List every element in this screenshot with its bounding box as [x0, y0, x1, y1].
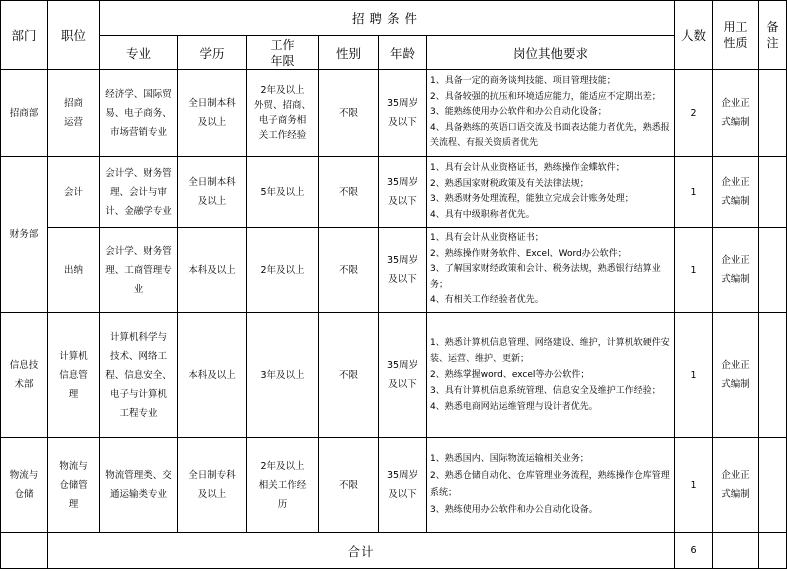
remark-cell: [759, 228, 787, 313]
requirement-item: 1、具有会计从业资格证书，熟练操作金蝶软件；: [430, 163, 625, 173]
gender-cell: 不限: [319, 228, 379, 313]
requirement-item: 2、熟练掌握word、excel等办公软件；: [430, 370, 590, 380]
requirement-item: 2、熟悉国家财税政策及有关法律法规；: [430, 178, 589, 189]
remark-cell: [759, 157, 787, 228]
header-nature: 用工 性质: [713, 1, 759, 70]
requirement-item: 1、具备一定的商务谈判技能、项目管理技能；: [430, 76, 616, 87]
remark-cell: [759, 70, 787, 157]
nature-cell: 企业正 式编制: [713, 157, 759, 228]
header-conditions-group: 招聘条件: [100, 1, 675, 36]
age-cell: 35周岁 及以下: [379, 157, 427, 228]
requirements-cell: [427, 313, 675, 438]
requirement-item: 4、具有中级职称者优先。: [430, 209, 535, 220]
requirements-cell: [427, 438, 675, 533]
total-headcount: 6: [675, 533, 713, 569]
position-cell: 物流与 仓储管 理: [48, 438, 100, 533]
header-major: 专业: [100, 36, 178, 70]
total-remark-blank: [759, 533, 787, 569]
position-cell: 招商 运营: [48, 70, 100, 157]
requirement-item: 4、具备熟练的英语口语交流及书面表达能力者优先，熟悉报关流程、有报关资质者优先: [430, 122, 670, 149]
major-cell: 物流管理类、交 通运输类专业: [100, 438, 178, 533]
major-cell: 会计学、财务管 理、会计与审 计、金融学专业: [100, 157, 178, 228]
total-label: 合计: [48, 533, 675, 569]
requirement-item: 4、有相关工作经验者优先。: [430, 295, 544, 306]
nature-cell: 企业正 式编制: [713, 313, 759, 438]
dept-cell: 招商部: [1, 70, 48, 157]
position-cell: 计算机 信息管 理: [48, 313, 100, 438]
requirement-item: 3、熟悉财务处理流程，能独立完成会计账务处理；: [430, 194, 634, 204]
education-cell: 本科及以上: [178, 228, 247, 313]
headcount-cell: 2: [675, 70, 713, 157]
nature-cell: 企业正 式编制: [713, 70, 759, 157]
years-cell: 2年及以上: [247, 228, 319, 313]
gender-cell: 不限: [319, 70, 379, 157]
major-cell: 经济学、国际贸 易、电子商务、 市场营销专业: [100, 70, 178, 157]
total-row: [1, 533, 787, 569]
requirement-item: 1、熟悉计算机信息管理、网络建设、维护，计算机软硬件安装、运营、维护、更新；: [430, 338, 670, 364]
header-education: 学历: [178, 36, 247, 70]
requirement-item: 2、熟练操作财务软件、Excel、Word办公软件；: [430, 248, 627, 259]
header-remark: 备 注: [759, 1, 787, 70]
headcount-cell: 1: [675, 157, 713, 228]
header-age: 年龄: [379, 36, 427, 70]
header-position: 职位: [48, 1, 100, 70]
age-cell: 35周岁 及以下: [379, 70, 427, 157]
header-requirements: 岗位其他要求: [427, 36, 675, 70]
table-row: [1, 70, 787, 157]
header-gender: 性别: [319, 36, 379, 70]
education-cell: 全日制本科 及以上: [178, 157, 247, 228]
headcount-cell: 1: [675, 438, 713, 533]
remark-cell: [759, 313, 787, 438]
years-cell: 5年及以上: [247, 157, 319, 228]
requirements-cell: [427, 157, 675, 228]
total-nature-blank: [713, 533, 759, 569]
header-years: 工作 年限: [247, 36, 319, 70]
headcount-cell: 1: [675, 313, 713, 438]
education-cell: 本科及以上: [178, 313, 247, 438]
requirement-item: 2、熟悉仓储自动化、仓库管理业务流程，熟练操作仓库管理系统；: [430, 471, 670, 498]
requirement-item: 1、熟悉国内、国际物流运输相关业务；: [430, 454, 589, 464]
position-cell: 会计: [48, 157, 100, 228]
requirement-item: 3、熟练使用办公软件和办公自动化设备。: [430, 505, 598, 515]
table-row: [1, 438, 787, 533]
major-cell: 会计学、财务管 理、工商管理专 业: [100, 228, 178, 313]
table-row: [1, 157, 787, 228]
education-cell: 全日制专科 及以上: [178, 438, 247, 533]
nature-cell: 企业正 式编制: [713, 228, 759, 313]
requirement-item: 3、了解国家财经政策和会计、税务法规，熟悉银行结算业务；: [430, 264, 661, 290]
header-dept: 部门: [1, 1, 48, 70]
gender-cell: 不限: [319, 313, 379, 438]
requirement-item: 2、具备较强的抗压和环境适应能力，能适应不定期出差；: [430, 91, 661, 102]
dept-cell: 信息技 术部: [1, 313, 48, 438]
headcount-cell: 1: [675, 228, 713, 313]
age-cell: 35周岁 及以下: [379, 228, 427, 313]
remark-cell: [759, 438, 787, 533]
requirement-item: 1、具有会计从业资格证书；: [430, 233, 544, 244]
gender-cell: 不限: [319, 157, 379, 228]
years-cell: 3年及以上: [247, 313, 319, 438]
education-cell: 全日制本科 及以上: [178, 70, 247, 157]
nature-cell: 企业正 式编制: [713, 438, 759, 533]
requirements-cell: [427, 228, 675, 313]
dept-cell: 财务部: [1, 157, 48, 313]
table-row: [1, 313, 787, 438]
requirement-item: 3、能熟练使用办公软件和办公自动化设备；: [430, 107, 607, 118]
position-cell: 出纳: [48, 228, 100, 313]
years-cell: 2年及以上 相关工作经 历: [247, 438, 319, 533]
years-cell: 2年及以上 外贸、招商、 电子商务相 关工作经验: [247, 70, 319, 157]
total-blank-cell: [1, 533, 48, 569]
gender-cell: 不限: [319, 438, 379, 533]
dept-cell: 物流与 仓储: [1, 438, 48, 533]
age-cell: 35周岁 及以下: [379, 313, 427, 438]
table-row: [1, 228, 787, 313]
requirements-cell: [427, 70, 675, 157]
major-cell: 计算机科学与 技术、网络工 程、信息安全、 电子与计算机 工程专业: [100, 313, 178, 438]
header-headcount: 人数: [675, 1, 713, 70]
requirement-item: 3、具有计算机信息系统管理、信息安全及维护工作经验；: [430, 386, 661, 396]
age-cell: 35周岁 及以下: [379, 438, 427, 533]
requirement-item: 4、熟悉电商网站运维管理与设计者优先。: [430, 402, 598, 412]
